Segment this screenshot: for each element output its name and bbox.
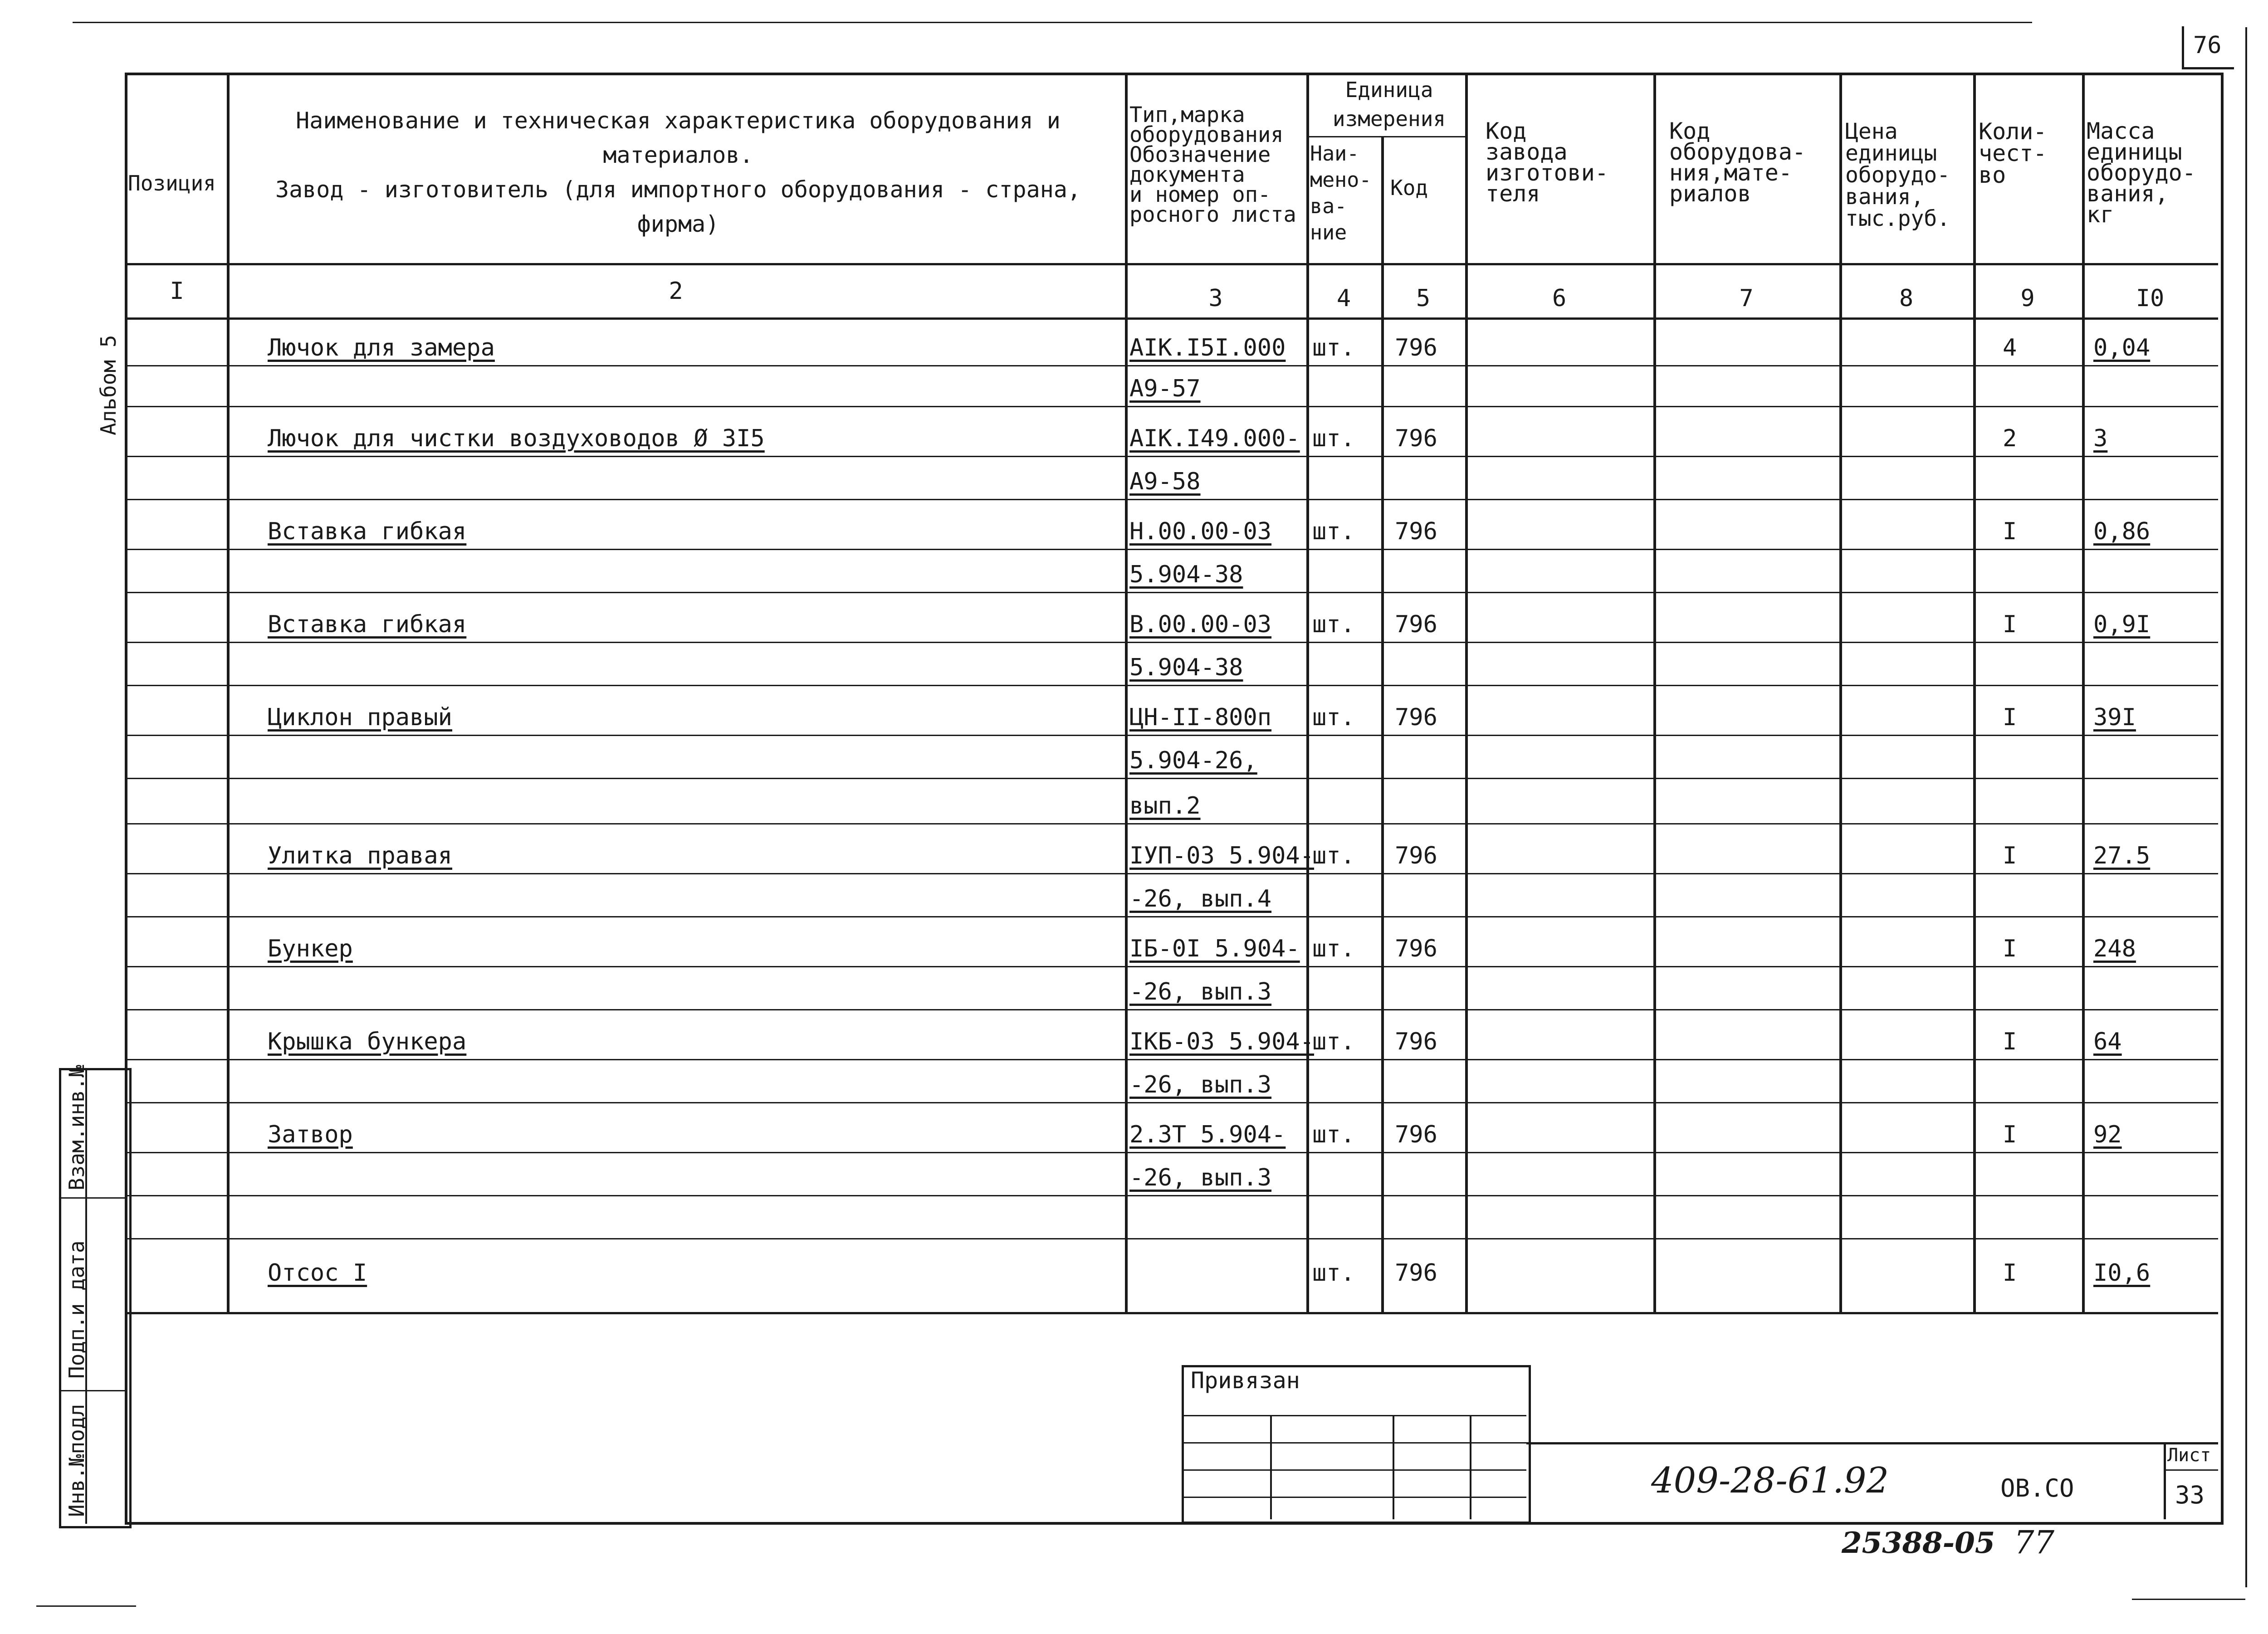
row-quantity: I bbox=[2003, 704, 2017, 731]
header-unit-mass: Масса единицы оборудо- вания, кг bbox=[2087, 118, 2196, 228]
row-quantity: I bbox=[2003, 518, 2017, 545]
scan-top-edge bbox=[73, 22, 2032, 23]
header-type: Тип,марка оборудования Обозначение документа и номер оп- росного листа bbox=[1129, 102, 1296, 227]
attached-line-2 bbox=[1182, 1442, 1526, 1444]
table-row-divider bbox=[125, 642, 2218, 643]
row-type: А9-58 bbox=[1129, 468, 1201, 495]
row-type: 2.3Т 5.904- bbox=[1129, 1121, 1286, 1148]
row-unit: шт. bbox=[1312, 704, 1355, 731]
header-unit-name: Наи- мено- ва- ние bbox=[1310, 141, 1372, 244]
row-mass: 39I bbox=[2093, 704, 2136, 731]
row-mass: 27.5 bbox=[2093, 842, 2151, 869]
header-unit-group: Единица измерения bbox=[1332, 78, 1446, 131]
row-name: Крышка бункера bbox=[268, 1028, 467, 1055]
table-row-divider bbox=[125, 1238, 2218, 1239]
row-mass: 92 bbox=[2093, 1121, 2122, 1148]
col-line-3 bbox=[1306, 73, 1309, 1313]
row-unit: шт. bbox=[1312, 611, 1355, 638]
header-unit-price: Цена единицы оборудо- вания, тыс.руб. bbox=[1845, 119, 1950, 231]
col-number-4: 4 bbox=[1336, 285, 1351, 312]
col-line-7 bbox=[1839, 73, 1842, 1313]
sheet-label: Лист bbox=[2167, 1445, 2211, 1466]
row-type: -26, вып.3 bbox=[1129, 1164, 1272, 1191]
row-quantity: I bbox=[2003, 1028, 2017, 1055]
row-mass: 64 bbox=[2093, 1028, 2122, 1055]
row-type: А9-57 bbox=[1129, 375, 1201, 402]
col-number-10: I0 bbox=[2136, 285, 2165, 312]
table-body-bottom-line bbox=[125, 1312, 2218, 1314]
col-number-6: 6 bbox=[1552, 285, 1567, 312]
row-name: Лючок для чистки воздуховодов Ø 3I5 bbox=[268, 425, 765, 452]
row-unit: шт. bbox=[1312, 1121, 1355, 1148]
col-number-8: 8 bbox=[1899, 285, 1914, 312]
section-code: ОВ.СО bbox=[2000, 1474, 2074, 1502]
row-mass: 0,86 bbox=[2093, 518, 2151, 545]
row-type: Н.00.00-03 bbox=[1129, 518, 1272, 545]
binding-strip-line-1 bbox=[59, 1197, 127, 1199]
row-type: IУП-03 5.904- bbox=[1129, 842, 1314, 869]
table-row-divider bbox=[125, 873, 2218, 874]
title-block-top-line bbox=[1526, 1442, 2218, 1444]
sheet-number: 33 bbox=[2175, 1481, 2205, 1509]
row-name: Затвор bbox=[268, 1121, 353, 1148]
attached-label: Привязан bbox=[1191, 1367, 1300, 1394]
inv-number-label: Инв.№подл bbox=[64, 1404, 89, 1517]
row-mass: 0,9I bbox=[2093, 611, 2151, 638]
attached-col-1 bbox=[1270, 1415, 1272, 1519]
footer-page-number: 77 bbox=[2014, 1524, 2055, 1561]
attached-col-2 bbox=[1393, 1415, 1394, 1519]
header-position: Позиция bbox=[128, 171, 216, 195]
table-row-divider bbox=[125, 1009, 2218, 1010]
row-unit: шт. bbox=[1312, 842, 1355, 869]
row-name: Отсос I bbox=[268, 1259, 367, 1287]
header-bottom-line bbox=[125, 263, 2218, 265]
order-number: 25388-05 bbox=[1842, 1526, 1995, 1560]
row-name: Циклон правый bbox=[268, 704, 452, 731]
table-row-divider bbox=[125, 1195, 2218, 1196]
col-line-9 bbox=[2082, 73, 2085, 1313]
row-type: -26, вып.3 bbox=[1129, 978, 1272, 1005]
row-code: 796 bbox=[1395, 334, 1437, 361]
col-line-4 bbox=[1381, 136, 1384, 1313]
row-quantity: I bbox=[2003, 611, 2017, 638]
table-row-divider bbox=[125, 549, 2218, 550]
row-type: 5.904-26, bbox=[1129, 747, 1257, 774]
row-type: вып.2 bbox=[1129, 792, 1201, 819]
row-type: -26, вып.3 bbox=[1129, 1071, 1272, 1098]
row-type: IКБ-03 5.904- bbox=[1129, 1028, 1314, 1055]
table-row-divider bbox=[125, 735, 2218, 736]
row-name: Вставка гибкая bbox=[268, 518, 467, 545]
row-code: 796 bbox=[1395, 935, 1437, 962]
column-numbers-bottom-line bbox=[125, 317, 2218, 320]
table-row-divider bbox=[125, 823, 2218, 824]
binding-strip-line-2 bbox=[59, 1390, 127, 1391]
table-row-divider bbox=[125, 592, 2218, 593]
row-quantity: 4 bbox=[2003, 334, 2017, 361]
col-line-2 bbox=[1125, 73, 1128, 1313]
col-number-9: 9 bbox=[2020, 285, 2035, 312]
attached-col-3 bbox=[1470, 1415, 1471, 1519]
col-number-5: 5 bbox=[1416, 285, 1431, 312]
row-type: AIK.I5I.000 bbox=[1129, 334, 1286, 361]
attached-line-4 bbox=[1182, 1497, 1526, 1498]
row-code: 796 bbox=[1395, 518, 1437, 545]
row-type: ЦН-II-800п bbox=[1129, 704, 1272, 731]
col-line-1 bbox=[227, 73, 230, 1313]
row-code: 796 bbox=[1395, 425, 1437, 452]
table-row-divider bbox=[125, 966, 2218, 967]
row-code: 796 bbox=[1395, 1028, 1437, 1055]
row-type: 5.904-38 bbox=[1129, 561, 1243, 588]
row-type: AIK.I49.000- bbox=[1129, 425, 1300, 452]
header-equipment-code: Код оборудова- ния,мате- риалов bbox=[1669, 118, 1806, 207]
row-code: 796 bbox=[1395, 842, 1437, 869]
signature-date-label: Подп.и дата bbox=[64, 1240, 89, 1379]
row-mass: I0,6 bbox=[2093, 1259, 2151, 1287]
unit-group-line bbox=[1306, 136, 1465, 137]
table-row-divider bbox=[125, 685, 2218, 686]
row-mass: 248 bbox=[2093, 935, 2136, 962]
col-number-3: 3 bbox=[1208, 285, 1223, 312]
row-unit: шт. bbox=[1312, 518, 1355, 545]
row-name: Лючок для замера bbox=[268, 334, 495, 361]
attached-line-3 bbox=[1182, 1469, 1526, 1471]
row-quantity: 2 bbox=[2003, 425, 2017, 452]
table-row-divider bbox=[125, 1059, 2218, 1060]
top-page-number: 76 bbox=[2193, 32, 2222, 59]
top-page-number-box bbox=[2182, 26, 2234, 69]
row-mass: 0,04 bbox=[2093, 334, 2151, 361]
row-name: Бункер bbox=[268, 935, 353, 962]
table-row-divider bbox=[125, 499, 2218, 500]
row-name: Улитка правая bbox=[268, 842, 452, 869]
row-type: 5.904-38 bbox=[1129, 654, 1243, 681]
row-code: 796 bbox=[1395, 1259, 1437, 1287]
row-unit: шт. bbox=[1312, 425, 1355, 452]
row-code: 796 bbox=[1395, 611, 1437, 638]
table-row-divider bbox=[125, 1102, 2218, 1103]
table-row-divider bbox=[125, 778, 2218, 779]
scan-right-edge bbox=[2245, 27, 2247, 1587]
col-line-5 bbox=[1465, 73, 1468, 1313]
row-unit: шт. bbox=[1312, 1028, 1355, 1055]
row-type: -26, вып.4 bbox=[1129, 885, 1272, 912]
row-unit: шт. bbox=[1312, 935, 1355, 962]
replacement-inv-label: Взам.инв.№ bbox=[64, 1065, 89, 1190]
sheet-box-line bbox=[2164, 1469, 2218, 1471]
row-code: 796 bbox=[1395, 704, 1437, 731]
row-quantity: I bbox=[2003, 842, 2017, 869]
col-number-7: 7 bbox=[1739, 285, 1754, 312]
col-line-8 bbox=[1973, 73, 1976, 1313]
scan-bottom-edge-right bbox=[2132, 1599, 2245, 1600]
header-unit-code: Код bbox=[1390, 176, 1428, 200]
row-type: IБ-0I 5.904- bbox=[1129, 935, 1300, 962]
header-factory-code: Код завода изготови- теля bbox=[1486, 118, 1608, 207]
row-code: 796 bbox=[1395, 1121, 1437, 1148]
row-quantity: I bbox=[2003, 1121, 2017, 1148]
album-label: Альбом 5 bbox=[96, 335, 121, 435]
table-row-divider bbox=[125, 456, 2218, 457]
col-number-2: 2 bbox=[669, 278, 683, 305]
col-number-1: I bbox=[170, 278, 184, 305]
scan-bottom-edge-left bbox=[36, 1605, 136, 1607]
row-type: В.00.00-03 bbox=[1129, 611, 1272, 638]
table-row-divider bbox=[125, 406, 2218, 407]
table-row-divider bbox=[125, 1152, 2218, 1153]
attached-line-1 bbox=[1182, 1415, 1526, 1416]
row-quantity: I bbox=[2003, 1259, 2017, 1287]
row-mass: 3 bbox=[2093, 425, 2108, 452]
row-quantity: I bbox=[2003, 935, 2017, 962]
table-row-divider bbox=[125, 365, 2218, 366]
row-name: Вставка гибкая bbox=[268, 611, 467, 638]
table-row-divider bbox=[125, 916, 2218, 917]
row-unit: шт. bbox=[1312, 1259, 1355, 1287]
header-quantity: Коли- чест- во bbox=[1979, 118, 2047, 188]
row-unit: шт. bbox=[1312, 334, 1355, 361]
document-number: 409-28-61.92 bbox=[1651, 1460, 1889, 1501]
col-line-6 bbox=[1653, 73, 1656, 1313]
header-name: Наименование и техническая характеристика оборудования и материалов. Завод - изготовитель (для импортного оборудования - страна, фирма) bbox=[275, 107, 1081, 237]
